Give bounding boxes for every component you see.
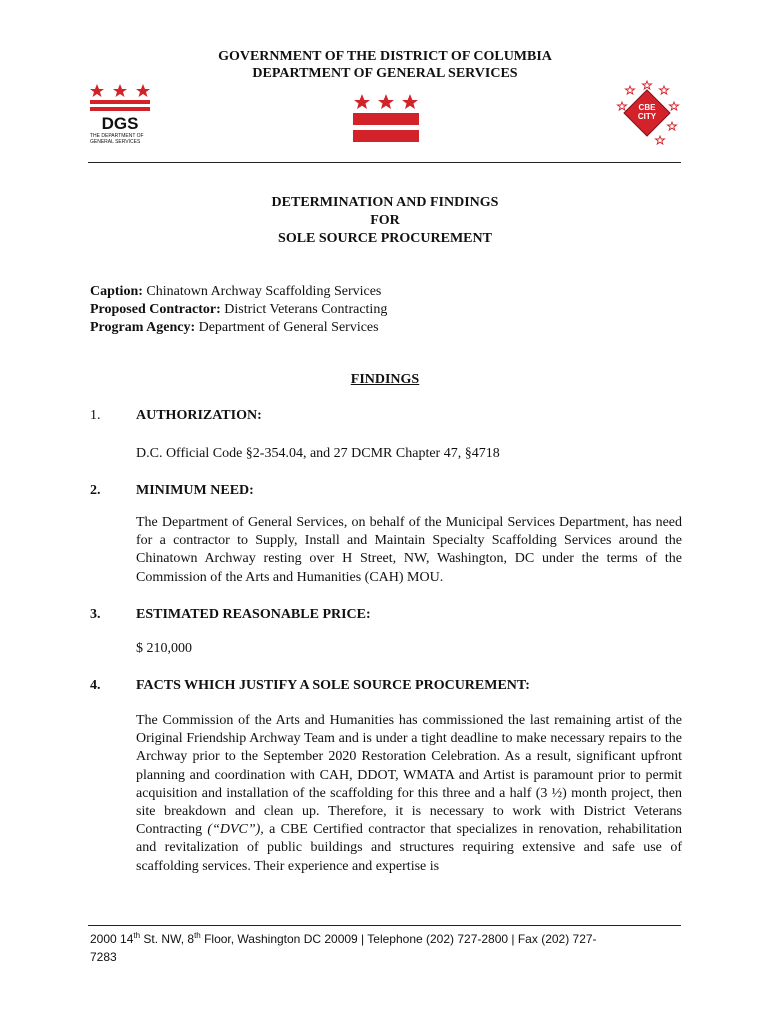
agency-label: Program Agency:	[90, 320, 196, 335]
cbe-logo-line1: CBE	[638, 103, 656, 112]
contractor-label: Proposed Contractor:	[90, 302, 221, 317]
footer-part-1: 2000 14	[90, 932, 134, 946]
header-divider	[88, 162, 681, 163]
caption-line	[90, 283, 381, 301]
contractor-line	[90, 301, 387, 319]
title-line-1: DETERMINATION AND FINDINGS	[271, 195, 499, 210]
section-4-heading: FACTS WHICH JUSTIFY A SOLE SOURCE PROCUREMENT:	[136, 678, 530, 693]
footer-part-2: St. NW, 8	[140, 932, 195, 946]
section-1-body: D.C. Official Code §2-354.04, and 27 DCMR Chapter 47, §4718	[136, 446, 500, 461]
title-line-3: SOLE SOURCE PROCUREMENT	[278, 231, 492, 246]
footer-sup-1: th	[133, 931, 141, 940]
cbe-logo-line2: CITY	[637, 112, 657, 121]
section-3-heading: ESTIMATED REASONABLE PRICE:	[136, 607, 371, 622]
dgs-logo-letters: DGS	[101, 114, 139, 133]
section-2-body: The Department of General Services, on behalf of the Municipal Services Department, has need for a contractor to Supply, Install and Maintain Specialty Scaffolding Services around the Chinatown Archway resting over H Street, NW, Washington, DC under the terms of the Commission of the Arts and Humanities (CAH) MOU.	[136, 515, 682, 585]
section-2-heading: MINIMUM NEED:	[136, 483, 254, 498]
footer-sup-2: th	[194, 931, 201, 940]
footer-divider	[88, 925, 681, 926]
section-2-number: 2.	[90, 483, 101, 498]
section-1-heading: AUTHORIZATION:	[136, 408, 262, 423]
contractor-value: District Veterans Contracting	[220, 302, 388, 317]
section-4-number: 4.	[90, 678, 101, 693]
dgs-logo	[88, 82, 152, 144]
section-3-body: $ 210,000	[136, 641, 192, 656]
header-line-2: DEPARTMENT OF GENERAL SERVICES	[252, 66, 518, 81]
section-4-body	[136, 712, 682, 876]
dgs-logo-sub1: THE DEPARTMENT OF	[90, 133, 144, 139]
section-3-number: 3.	[90, 607, 101, 622]
footer-part-3: Floor, Washington DC 20009 | Telephone (202) 727-2800 | Fax (202) 727-	[200, 932, 597, 946]
agency-value: Department of General Services	[195, 320, 379, 335]
dc-flag-emblem	[352, 92, 420, 144]
footer-part-4: 7283	[90, 950, 117, 964]
title-line-2: FOR	[370, 213, 400, 228]
cbe-city-logo	[614, 80, 680, 146]
header-line-1: GOVERNMENT OF THE DISTRICT OF COLUMBIA	[218, 49, 552, 64]
caption-label: Caption:	[90, 284, 143, 299]
section-1-number: 1.	[90, 408, 101, 423]
dgs-logo-sub2: GENERAL SERVICES	[90, 139, 141, 144]
caption-value: Chinatown Archway Scaffolding Services	[142, 284, 382, 299]
agency-line	[90, 319, 379, 337]
section-4-body-italic: (“DVC”),	[207, 822, 264, 838]
findings-heading: FINDINGS	[350, 372, 420, 387]
section-4-body-pre: The Commission of the Arts and Humanities has commissioned the last remaining artist of the Original Friendship Archway Team and is under a tight deadline to make necessary repairs to the Archway prior to the September 2020 Restoration Celebration. As a result, significant upfront planning and coordination with CAH, DDOT, WMATA and Artist is paramount prior to permit acquisition and installation of the scaffolding for this three and a half (3 ½) month project, then site breakdown and clean up. Therefore, it is necessary to work with District Veterans Contracting	[136, 713, 682, 838]
footer-address	[90, 927, 682, 966]
section-4-body-post: a CBE Certified contractor that specializes in renovation, rehabilitation and revitalization of public buildings and structures requiring extensive and safe use of scaffolding services. Their experience and expertise is	[136, 822, 682, 874]
